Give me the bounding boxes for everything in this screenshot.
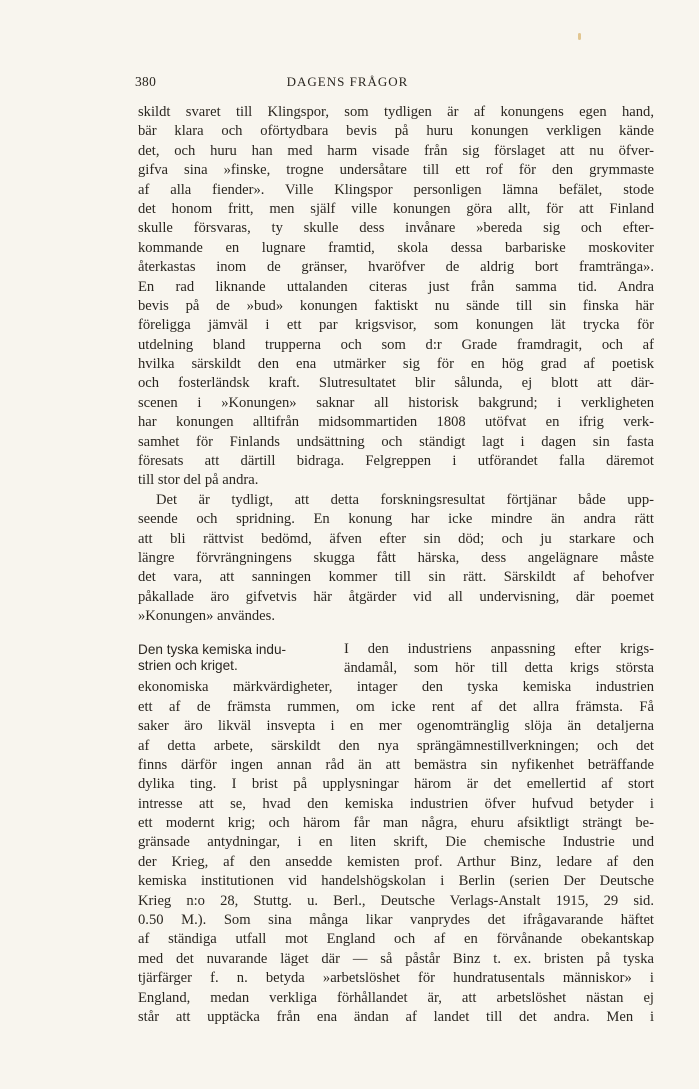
text-line: England, medan verkliga förhållandet är, att arbetslöshet nästan ej [138, 989, 654, 1006]
section-chemical-industry [138, 640, 654, 1028]
page-number: 380 [135, 74, 157, 89]
text-line: saker äro likväl insvepta i en mer ogenomtränglig slöja än detaljerna [138, 718, 654, 735]
text-line: 0.50 M.). Som sina många likar vanprydes det ifrågavarande häftet [138, 912, 654, 929]
text-line: står att upptäcka från ena ändan af landet till det andra. Men i [138, 1008, 654, 1025]
text-line: »Konungen» användes. [138, 608, 275, 625]
sidenote-line: Den tyska kemiska indu- [138, 641, 287, 657]
text-line: det honom fritt, men själf ville konungen göra allt, för att Finland [138, 200, 654, 217]
text-line: Det är tydligt, att detta forskningsresultat förtjänar både upp- [156, 491, 654, 508]
text-line: Krieg n:o 28, Stuttg. u. Berl., Deutsche Verlags-Anstalt 1915, 29 sid. [138, 892, 654, 909]
paragraph-2 [138, 491, 654, 627]
text-line: hvilka särskildt den ena utmärker sig för en hög grad af poetisk [138, 356, 654, 373]
text-line: ekonomiska märkvärdigheter, intager den tyska kemiska industrien [138, 679, 654, 696]
text-line: det, och huru han med harm visade från sig förslaget att nu öfver- [138, 142, 654, 159]
text-line: har konungen alltifrån midsommartiden 1808 utöfvat en ifrig verk- [138, 414, 654, 431]
text-line: I den industriens anpassning efter krigs- [344, 640, 654, 657]
section-sidenote [138, 642, 334, 674]
text-line: med det nuvarande läget där — så påstår Binz t. ex. bristen på tyska [138, 950, 654, 967]
body-text [138, 103, 654, 1027]
text-line: En rad liknande uttalanden citeras just från samma tid. Andra [138, 278, 654, 295]
text-line: längre förvrängningens skugga fått härska, dess angelägnare måste [138, 549, 654, 566]
text-line: scenen i »Konungen» saknar all historisk bakgrund; i verkligheten [138, 394, 654, 411]
text-line: seende och spridning. En konung har icke mindre än andra rätt [138, 511, 654, 528]
text-line: af ständiga utfall mot England och af en förvånande obekantskap [138, 931, 654, 948]
text-line: föreligga jämväl i ett par krigsvisor, som konungen lät trycka för [138, 317, 654, 334]
paper-speck [578, 33, 581, 40]
text-line: påkallade äro gifvetvis här åtgärder vid all undervisning, där poemet [138, 588, 654, 605]
text-line: kemiska institutionen vid handelshögskolan i Berlin (serien Der Deutsche [138, 873, 654, 890]
text-line: gifva sina »finske, trogne undersåtare till ett rof för den grymmaste [138, 162, 654, 179]
text-line: gränsade antydningar, i en liten skrift, Die chemische Industrie und [138, 834, 654, 851]
text-line: bär klara och oförtydbara bevis på huru konungen verkligen kände [138, 123, 654, 140]
text-line: samhet för Finlands undsättning och ständigt lagt i dagen sin fasta [138, 433, 654, 450]
text-line: det vara, att sanningen kommer till sin rätt. Särskildt af behofver [138, 569, 654, 586]
text-line: finns därför ingen annan råd än att bemästra sin nyfikenhet beträffande [138, 756, 654, 773]
text-line: dylika ting. I brist på upplysningar härom är det emellertid af stort [138, 776, 654, 793]
paragraph-1 [138, 103, 654, 491]
text-line: ett af de främsta rummen, om icke rent af det allra främsta. Få [138, 698, 654, 715]
text-line: der Krieg, af den ansedde kemisten prof. Arthur Binz, ledare af den [138, 853, 654, 870]
text-line: och fosterländsk kraft. Slutresultatet blir sålunda, ej blott att där- [138, 375, 654, 392]
text-line: till stor del på andra. [138, 472, 259, 489]
text-line: att bli rättvist bedömd, äfven efter sin död; och ju starkare och [138, 530, 654, 547]
text-line: af alla fiender». Ville Klingspor personligen lämna befälet, stode [138, 181, 654, 198]
text-line: intresse att se, hvad den kemiska industrien öfver hufvud betyder i [138, 795, 654, 812]
text-line: föresats att därtill bidraga. Felgreppen i utförandet falla däremot [138, 453, 654, 470]
running-head: DAGENS FRÅGOR [286, 74, 409, 89]
text-line: ändamål, som hör till detta krigs största [344, 659, 654, 676]
page-header [135, 74, 560, 92]
text-line: kommande en lugnare framtid, skola dessa barbariske moskoviter [138, 239, 654, 256]
text-line: skildt svaret till Klingspor, som tydligen är af konungens egen hand, [138, 104, 654, 120]
text-line: återkastas inom de gränser, hvaröfver de aldrig bort framtränga». [138, 259, 654, 276]
text-line: ett modernt krig; och härom får man några, ehuru afsiktligt strängt be- [138, 815, 654, 832]
sidenote-line: strien och kriget. [138, 657, 238, 673]
text-line: bevis på de »bud» konungen faktiskt nu sände till sin finska här [138, 297, 654, 314]
text-line: tjärfärger f. n. betyda »arbetslöshet för hundratusentals människor» i [138, 970, 654, 987]
text-line: skulle försvaras, ty skulle dess invånare »bereda sig och efter- [138, 220, 654, 237]
text-line: af detta arbete, särskildt den nya sprängämnestillverkningen; och det [138, 737, 654, 754]
text-line: utdelning bland trupperna och som d:r Grade framdragit, och af [138, 336, 654, 353]
